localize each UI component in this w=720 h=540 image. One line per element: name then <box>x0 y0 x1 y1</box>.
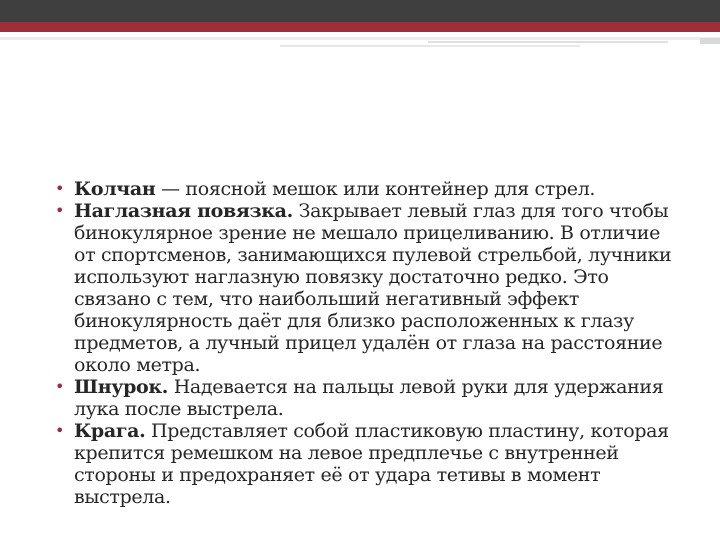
item-term: Крага. <box>74 420 146 442</box>
bullet-list-body <box>52 178 682 508</box>
item-term: Наглазная повязка. <box>74 200 293 222</box>
decorative-line <box>428 41 668 43</box>
bullet-icon: • <box>55 201 65 220</box>
decorative-line <box>0 37 720 40</box>
bullet-icon: • <box>55 421 65 440</box>
decorative-line <box>280 45 580 47</box>
decorative-line <box>700 38 720 44</box>
list-item <box>52 376 682 420</box>
item-text: Закрывает левый глаз для того чтобы бинокулярное зрение не мешало прицеливанию. В отличие от спортсменов, занимающихся пулевой стрельбой, лучники используют наглазную повязку достаточно редко. Это связано с тем, что наибольший негативный эффект бинокулярность даёт для близко расположенных к глазу предметов, а лучный прицел удалён от глаза на расстояние около метра. <box>74 200 672 376</box>
list-item <box>52 200 682 376</box>
item-text: Надевается на пальцы левой руки для удержания лука после выстрела. <box>74 376 664 420</box>
list-item <box>52 178 682 200</box>
item-term: Колчан <box>74 178 156 200</box>
bullet-list <box>52 178 682 508</box>
list-item <box>52 420 682 508</box>
item-text: — поясной мешок или контейнер для стрел. <box>155 178 596 200</box>
bullet-icon: • <box>55 179 65 198</box>
item-term: Шнурок. <box>74 376 169 398</box>
accent-strip <box>0 22 720 32</box>
top-band <box>0 0 720 22</box>
item-text: Представляет собой пластиковую пластину, которая крепится ремешком на левое предплечье с внутренней стороны и предохраняет её от удара тетивы в момент выстрела. <box>74 420 669 508</box>
bullet-icon: • <box>55 377 65 396</box>
